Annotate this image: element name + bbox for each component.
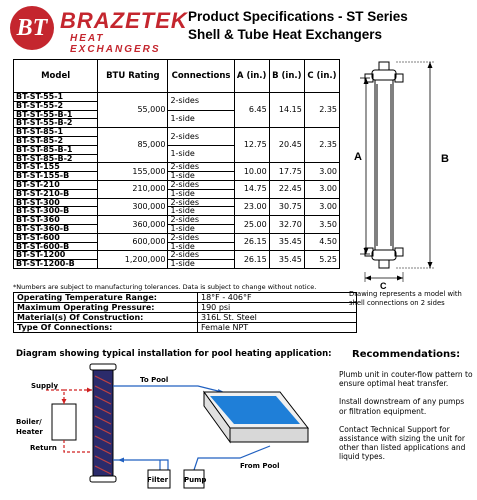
connections-cell: 1-side bbox=[168, 242, 234, 251]
dim-c-cell: 3.00 bbox=[304, 163, 339, 181]
connections-cell: 1-side bbox=[168, 110, 234, 128]
model-cell: BT-ST-55-B-1 bbox=[14, 110, 98, 119]
drawing-caption: Drawing represents a model with shell connections on 2 sides bbox=[349, 290, 462, 307]
diagram-title: Diagram showing typical installation for pool heating application: bbox=[16, 349, 332, 359]
dim-a-cell: 6.45 bbox=[234, 93, 269, 128]
logo-mark: BT bbox=[10, 6, 54, 50]
dim-b-cell: 22.45 bbox=[269, 180, 304, 198]
dim-a-cell: 10.00 bbox=[234, 163, 269, 181]
dim-c-cell: 3.00 bbox=[304, 198, 339, 216]
col-b: B (in.) bbox=[269, 60, 304, 93]
ops-value: Female NPT bbox=[198, 323, 357, 333]
spec-row bbox=[14, 93, 340, 102]
model-cell: BT-ST-85-1 bbox=[14, 128, 98, 137]
brazetek-logo bbox=[10, 6, 188, 55]
spec-footnote: *Numbers are subject to manufacturing tolerances. Data is subject to change without notice. bbox=[13, 283, 317, 291]
btu-cell: 360,000 bbox=[98, 216, 168, 234]
spec-table bbox=[13, 59, 340, 269]
heat-exchanger-drawing bbox=[338, 52, 468, 290]
ops-row bbox=[14, 303, 357, 313]
btu-cell: 210,000 bbox=[98, 180, 168, 198]
ops-row bbox=[14, 313, 357, 323]
operating-table bbox=[13, 292, 357, 333]
dim-b-cell: 30.75 bbox=[269, 198, 304, 216]
filter-label: Filter bbox=[147, 476, 169, 484]
from-pool-label: From Pool bbox=[240, 462, 280, 470]
col-a: A (in.) bbox=[234, 60, 269, 93]
dim-c-cell: 5.25 bbox=[304, 251, 339, 269]
col-model: Model bbox=[14, 60, 98, 93]
model-cell: BT-ST-360 bbox=[14, 216, 98, 225]
brand-tagline: HEAT EXCHANGERS bbox=[70, 33, 161, 55]
model-cell: BT-ST-300-B bbox=[14, 207, 98, 216]
ops-row bbox=[14, 293, 357, 303]
model-cell: BT-ST-155 bbox=[14, 163, 98, 172]
boiler-box bbox=[52, 404, 76, 440]
btu-cell: 155,000 bbox=[98, 163, 168, 181]
model-cell: BT-ST-1200-B bbox=[14, 260, 98, 269]
connections-cell: 2-sides bbox=[168, 93, 234, 111]
recommendation-item: Install downstream of any pumps or filtration equipment. bbox=[339, 397, 465, 416]
ops-label: Material(s) Of Construction: bbox=[14, 313, 198, 323]
ops-label: Operating Temperature Range: bbox=[14, 293, 198, 303]
model-cell: BT-ST-210-B bbox=[14, 189, 98, 198]
model-cell: BT-ST-600 bbox=[14, 233, 98, 242]
dim-a-cell: 12.75 bbox=[234, 128, 269, 163]
return-label: Return bbox=[30, 444, 57, 452]
dim-c-cell: 2.35 bbox=[304, 93, 339, 128]
connections-cell: 2-sides bbox=[168, 251, 234, 260]
brand-name: BRAZETEK bbox=[60, 8, 188, 33]
col-connections: Connections bbox=[168, 60, 234, 93]
connections-cell: 1-side bbox=[168, 172, 234, 181]
connections-cell: 1-side bbox=[168, 145, 234, 163]
connections-cell: 1-side bbox=[168, 189, 234, 198]
btu-cell: 600,000 bbox=[98, 233, 168, 251]
dimension-c-label: C bbox=[380, 281, 387, 290]
model-cell: BT-ST-300 bbox=[14, 198, 98, 207]
spec-row bbox=[14, 233, 340, 242]
model-cell: BT-ST-85-2 bbox=[14, 136, 98, 145]
col-c: C (in.) bbox=[304, 60, 339, 93]
recommendation-item: Plumb unit in couter-flow pattern to ensure optimal heat transfer. bbox=[339, 370, 473, 389]
model-cell: BT-ST-85-B-1 bbox=[14, 145, 98, 154]
model-cell: BT-ST-55-B-2 bbox=[14, 119, 98, 128]
ops-label: Type Of Connections: bbox=[14, 323, 198, 333]
btu-cell: 300,000 bbox=[98, 198, 168, 216]
dim-a-cell: 26.15 bbox=[234, 233, 269, 251]
dim-a-cell: 23.00 bbox=[234, 198, 269, 216]
dim-b-cell: 14.15 bbox=[269, 93, 304, 128]
model-cell: BT-ST-155-B bbox=[14, 172, 98, 181]
connections-cell: 2-sides bbox=[168, 163, 234, 172]
ops-row bbox=[14, 323, 357, 333]
ops-value: 316L St. Steel bbox=[198, 313, 357, 323]
dim-a-cell: 26.15 bbox=[234, 251, 269, 269]
connections-cell: 2-sides bbox=[168, 198, 234, 207]
dim-b-cell: 17.75 bbox=[269, 163, 304, 181]
col-btu: BTU Rating bbox=[98, 60, 168, 93]
btu-cell: 85,000 bbox=[98, 128, 168, 163]
connections-cell: 1-side bbox=[168, 260, 234, 269]
connections-cell: 1-side bbox=[168, 207, 234, 216]
dim-c-cell: 2.35 bbox=[304, 128, 339, 163]
page-header bbox=[188, 8, 408, 44]
dim-b-cell: 35.45 bbox=[269, 251, 304, 269]
heater-label: Heater bbox=[16, 428, 43, 436]
boiler-label: Boiler/ bbox=[16, 418, 42, 426]
page-title: Product Specifications - ST Series bbox=[188, 9, 408, 24]
ops-label: Maximum Operating Pressure: bbox=[14, 303, 198, 313]
dim-a-cell: 14.75 bbox=[234, 180, 269, 198]
dimension-a-label: A bbox=[354, 151, 362, 163]
pool-heating-diagram bbox=[8, 362, 333, 494]
spec-body bbox=[14, 93, 340, 269]
ops-value: 18°F - 406°F bbox=[198, 293, 357, 303]
dim-b-cell: 32.70 bbox=[269, 216, 304, 234]
connections-cell: 2-sides bbox=[168, 128, 234, 146]
recommendations-list bbox=[339, 370, 474, 471]
dim-c-cell: 3.50 bbox=[304, 216, 339, 234]
spec-header-row bbox=[14, 60, 340, 93]
model-cell: BT-ST-600-B bbox=[14, 242, 98, 251]
connections-cell: 2-sides bbox=[168, 216, 234, 225]
recommendation-item: Contact Technical Support for assistance with sizing the unit for other than listed applications and liquid types. bbox=[339, 424, 466, 462]
recommendations-title: Recommendations: bbox=[352, 349, 461, 360]
connections-cell: 2-sides bbox=[168, 233, 234, 242]
model-cell: BT-ST-360-B bbox=[14, 224, 98, 233]
connections-cell: 2-sides bbox=[168, 180, 234, 189]
btu-cell: 1,200,000 bbox=[98, 251, 168, 269]
exchanger-graphic bbox=[90, 364, 116, 482]
model-cell: BT-ST-55-2 bbox=[14, 101, 98, 110]
spec-row bbox=[14, 180, 340, 189]
dim-c-cell: 3.00 bbox=[304, 180, 339, 198]
model-cell: BT-ST-55-1 bbox=[14, 93, 98, 102]
btu-cell: 55,000 bbox=[98, 93, 168, 128]
pool-graphic bbox=[204, 392, 308, 442]
model-cell: BT-ST-1200 bbox=[14, 251, 98, 260]
to-pool-label: To Pool bbox=[140, 376, 169, 384]
model-cell: BT-ST-210 bbox=[14, 180, 98, 189]
connections-cell: 1-side bbox=[168, 224, 234, 233]
model-cell: BT-ST-85-B-2 bbox=[14, 154, 98, 163]
dim-b-cell: 20.45 bbox=[269, 128, 304, 163]
supply-label: Supply bbox=[31, 382, 59, 390]
dim-c-cell: 4.50 bbox=[304, 233, 339, 251]
dim-b-cell: 35.45 bbox=[269, 233, 304, 251]
ops-value: 190 psi bbox=[198, 303, 357, 313]
dim-a-cell: 25.00 bbox=[234, 216, 269, 234]
page-subtitle: Shell & Tube Heat Exchangers bbox=[188, 27, 383, 42]
pump-label: Pump bbox=[184, 476, 207, 484]
dimension-b-label: B bbox=[441, 153, 449, 165]
